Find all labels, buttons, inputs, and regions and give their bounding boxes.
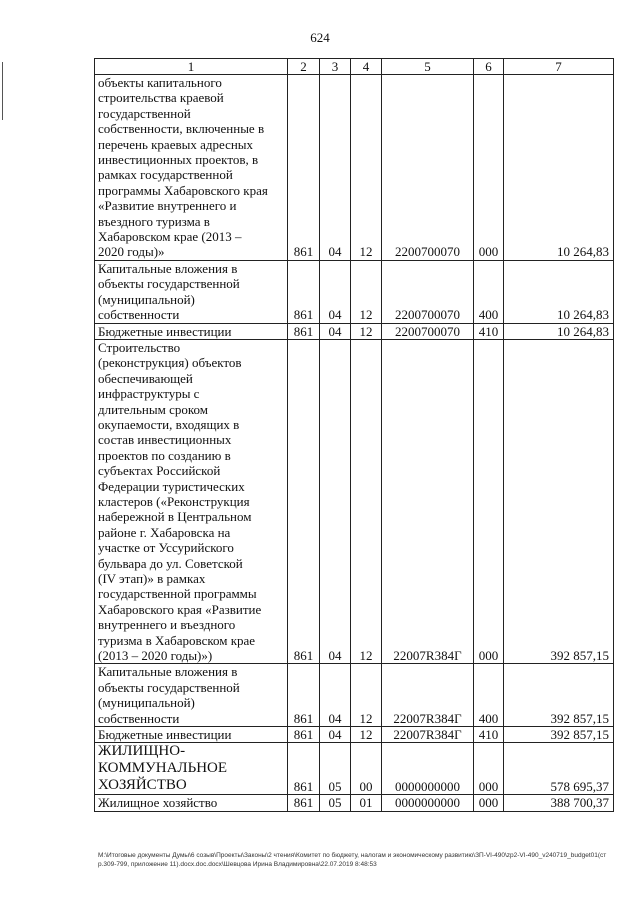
cell-ministry-code: 861 <box>288 75 320 261</box>
cell-amount: 10 264,83 <box>504 260 614 323</box>
margin-mark <box>2 62 3 120</box>
cell-expense-type: 000 <box>474 795 504 811</box>
cell-section: 05 <box>320 795 351 811</box>
cell-target-item: 2200700070 <box>382 260 474 323</box>
cell-ministry-code: 861 <box>288 260 320 323</box>
cell-target-item: 22007R384Г <box>382 339 474 664</box>
cell-target-item: 0000000000 <box>382 743 474 795</box>
page-number: 624 <box>310 30 330 45</box>
table-row <box>95 75 614 261</box>
cell-target-item: 22007R384Г <box>382 727 474 743</box>
cell-target-item: 2200700070 <box>382 323 474 339</box>
cell-amount: 578 695,37 <box>504 743 614 795</box>
cell-target-item: 2200700070 <box>382 75 474 261</box>
cell-expense-type: 400 <box>474 664 504 727</box>
cell-ministry-code: 861 <box>288 743 320 795</box>
table-row <box>95 795 614 811</box>
document-footer-path: М:\Итоговые документы Думы\6 созыв\Проекты\Законы\2 чтения\Комитет по бюджету, налогам и экономическому развитию\ЗП-VI-490\zp2-VI-490_v240719_budget01(стр.309-799, приложение 11).docx.doc.docx\Шевцова Ирина Владимировна\22.07.2019 8:48:53 <box>98 852 607 868</box>
cell-section: 04 <box>320 323 351 339</box>
budget-table <box>94 58 614 812</box>
table-row <box>95 323 614 339</box>
cell-section: 04 <box>320 727 351 743</box>
cell-subsection: 12 <box>351 727 382 743</box>
table-row <box>95 727 614 743</box>
cell-amount: 392 857,15 <box>504 727 614 743</box>
cell-subsection: 00 <box>351 743 382 795</box>
cell-ministry-code: 861 <box>288 339 320 664</box>
cell-expense-type: 000 <box>474 743 504 795</box>
cell-subsection: 12 <box>351 260 382 323</box>
table-row <box>95 260 614 323</box>
cell-ministry-code: 861 <box>288 727 320 743</box>
cell-ministry-code: 861 <box>288 795 320 811</box>
cell-subsection: 12 <box>351 323 382 339</box>
column-header: 2 <box>288 59 320 75</box>
cell-expense-type: 000 <box>474 75 504 261</box>
cell-expense-type: 410 <box>474 727 504 743</box>
cell-section: 05 <box>320 743 351 795</box>
cell-amount: 392 857,15 <box>504 664 614 727</box>
table-header-row <box>95 59 614 75</box>
row-name: Капитальные вложения в объекты государственной (муниципальной) собственности <box>95 260 288 323</box>
cell-amount: 10 264,83 <box>504 323 614 339</box>
column-header: 1 <box>95 59 288 75</box>
cell-subsection: 12 <box>351 75 382 261</box>
column-header: 3 <box>320 59 351 75</box>
cell-ministry-code: 861 <box>288 664 320 727</box>
row-name: Строительство (реконструкция) объектов обеспечивающей инфраструктуры с длительным сроком окупаемости, входящих в состав инвестиционных проектов по созданию в субъектах Российской Федерации туристических кластеров («Реконструкция набережной в Центральном районе г. Хабаровска на участке от Уссурийского бульвара до ул. Советской (IV этап)» в рамках государственной программы Хабаровского края «Развитие внутреннего и въездного туризма в Хабаровском крае (2013 – 2020 годы)») <box>95 339 288 664</box>
cell-target-item: 0000000000 <box>382 795 474 811</box>
cell-amount: 392 857,15 <box>504 339 614 664</box>
table-row <box>95 664 614 727</box>
cell-amount: 388 700,37 <box>504 795 614 811</box>
cell-expense-type: 000 <box>474 339 504 664</box>
row-name: Жилищное хозяйство <box>95 795 288 811</box>
row-name: ЖИЛИЩНО- КОММУНАЛЬНОЕ ХОЗЯЙСТВО <box>95 743 288 795</box>
cell-section: 04 <box>320 339 351 664</box>
cell-expense-type: 400 <box>474 260 504 323</box>
cell-section: 04 <box>320 75 351 261</box>
cell-section: 04 <box>320 664 351 727</box>
cell-subsection: 01 <box>351 795 382 811</box>
row-name: Бюджетные инвестиции <box>95 323 288 339</box>
cell-subsection: 12 <box>351 339 382 664</box>
column-header: 6 <box>474 59 504 75</box>
cell-subsection: 12 <box>351 664 382 727</box>
cell-ministry-code: 861 <box>288 323 320 339</box>
table-row <box>95 339 614 664</box>
row-name: Капитальные вложения в объекты государственной (муниципальной) собственности <box>95 664 288 727</box>
cell-amount: 10 264,83 <box>504 75 614 261</box>
column-header: 4 <box>351 59 382 75</box>
column-header: 5 <box>382 59 474 75</box>
cell-expense-type: 410 <box>474 323 504 339</box>
table-row <box>95 743 614 795</box>
cell-target-item: 22007R384Г <box>382 664 474 727</box>
column-header: 7 <box>504 59 614 75</box>
cell-section: 04 <box>320 260 351 323</box>
row-name: Бюджетные инвестиции <box>95 727 288 743</box>
row-name: объекты капитального строительства краевой государственной собственности, включенные в перечень краевых адресных инвестиционных проектов, в рамках государственной программы Хабаровского края «Развитие внутреннего и въездного туризма в Хабаровском крае (2013 – 2020 годы)» <box>95 75 288 261</box>
